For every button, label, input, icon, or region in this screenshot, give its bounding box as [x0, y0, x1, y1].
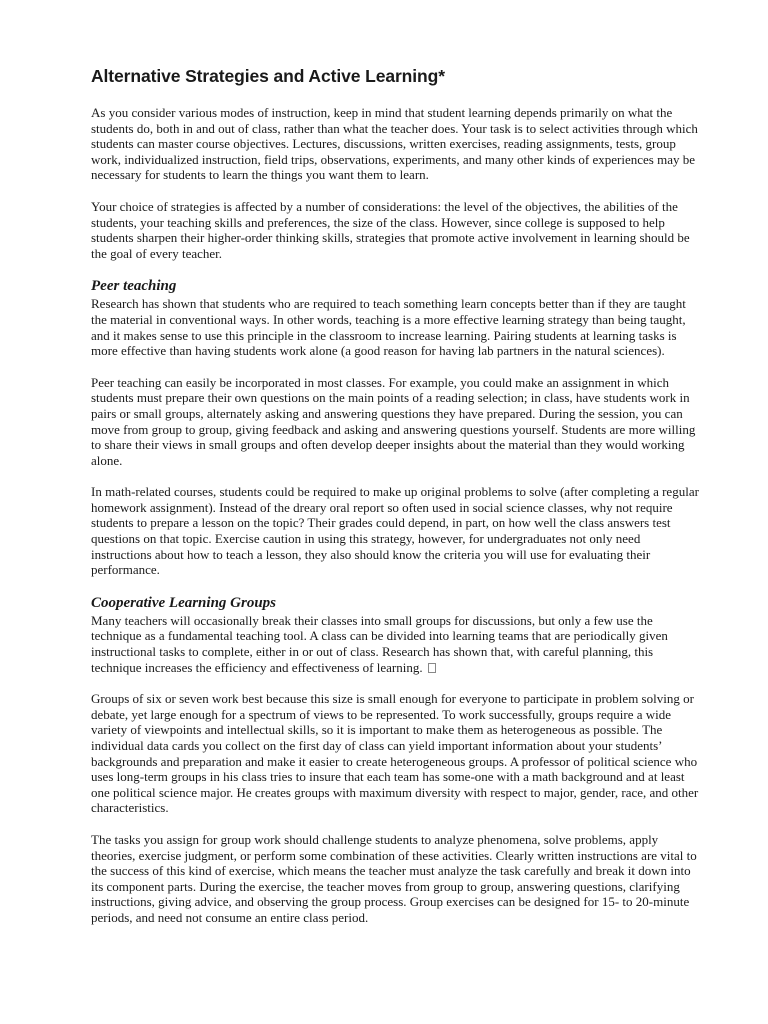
- document-page: [91, 64, 703, 942]
- peer-teaching-heading: Peer teaching: [91, 278, 177, 295]
- cooperative-paragraph-3: The tasks you assign for group work should challenge students to analyze phenomena, solve problems, apply theories, exercise judgment, or perform some combination of these activities. Clearly written instructions are vital to the success of this kind of exercise, which means the teacher must analyze the task carefully and break it down into its component parts. During the exercise, the teacher moves from group to group, answering questions, clarifying instructions, giving advice, and observing the group process. Group exercises can be designed for 15- to 20-minute periods, and need not consume an entire class period.: [91, 831, 697, 925]
- intro-paragraph-2: Your choice of strategies is affected by a number of considerations: the level of the objectives, the abilities of the students, your teaching skills and preferences, the size of the class. However, since college is supposed to help students sharpen their higher-order thinking skills, strategies that promote active involvement in learning should be the goal of every teacher.: [91, 198, 690, 261]
- peer-teaching-paragraph-1: Research has shown that students who are required to teach something learn concepts better than if they are taught the material in conventional ways. In other words, teaching is a more effective learning strategy than being taught, and it makes sense to use this principle in the classroom to increase learning. Pairing students at learning tasks is more effective than having students work alone (a good reason for having lab partners in the natural sciences).: [91, 296, 686, 359]
- peer-teaching-paragraph-2: Peer teaching can easily be incorporated in most classes. For example, you could make an assignment in which students must prepare their own questions on the main points of a reading selection; in class, have students work in pairs or small groups, alternately asking and answering questions they have prepared. During the session, you can move from group to group, giving feedback and asking and answering questions yourself. Students are more willing to share their views in small groups and often develop deeper insights about the material than they would working alone.: [91, 374, 696, 468]
- intro-paragraph-1: As you consider various modes of instruction, keep in mind that student learning depends primarily on what the students do, both in and out of class, rather than what the teacher does. Your task is to select activities through which students can master course objectives. Lectures, discussions, written exercises, reading assignments, tests, group work, individualized instruction, field trips, observations, experiments, and many other kinds of experiences may be necessary for students to learn the things you want them to learn.: [91, 105, 698, 183]
- cooperative-learning-heading: Cooperative Learning Groups: [91, 594, 277, 611]
- page-title: Alternative Strategies and Active Learning*: [91, 66, 445, 86]
- peer-teaching-paragraph-3: In math-related courses, students could be required to make up original problems to solve (after completing a regular homework assignment). Instead of the dreary oral report so often used in social science classes, why not require students to prepare a lesson on the topic? Their grades could depend, in part, on how well the class answers test questions on that topic. Exercise caution in using this strategy, however, for undergraduates not only need instructions about how to teach a lesson, they also should know the criteria you will use for evaluating their performance.: [91, 484, 699, 578]
- missing-glyph-icon: [428, 663, 436, 673]
- cooperative-paragraph-1-text: Many teachers will occasionally break their classes into small groups for discussions, but only a few use the technique as a fundamental teaching tool. A class can be divided into learning teams that are periodically given instructional tasks to complete, either in or out of class. Research has shown that, with careful planning, this technique increases the efficiency and effectiveness of learning.: [91, 612, 668, 675]
- cooperative-paragraph-2: Groups of six or seven work best because this size is small enough for everyone to participate in problem solving or debate, yet large enough for a spectrum of views to be represented. To work successfully, groups require a wide variety of viewpoints and intellectual skills, so it is important to make them as heterogeneous as possible. The individual data cards you collect on the first day of class can yield important information about your students’ backgrounds and preparation and make it easier to create heterogeneous groups. A professor of political science who uses long-term groups in his class tries to insure that each team has some-one with a math background and at least one political science major. He creates groups with maximum diversity with respect to major, gender, race, and other characteristics.: [91, 691, 699, 816]
- cooperative-paragraph-1: [91, 613, 703, 675]
